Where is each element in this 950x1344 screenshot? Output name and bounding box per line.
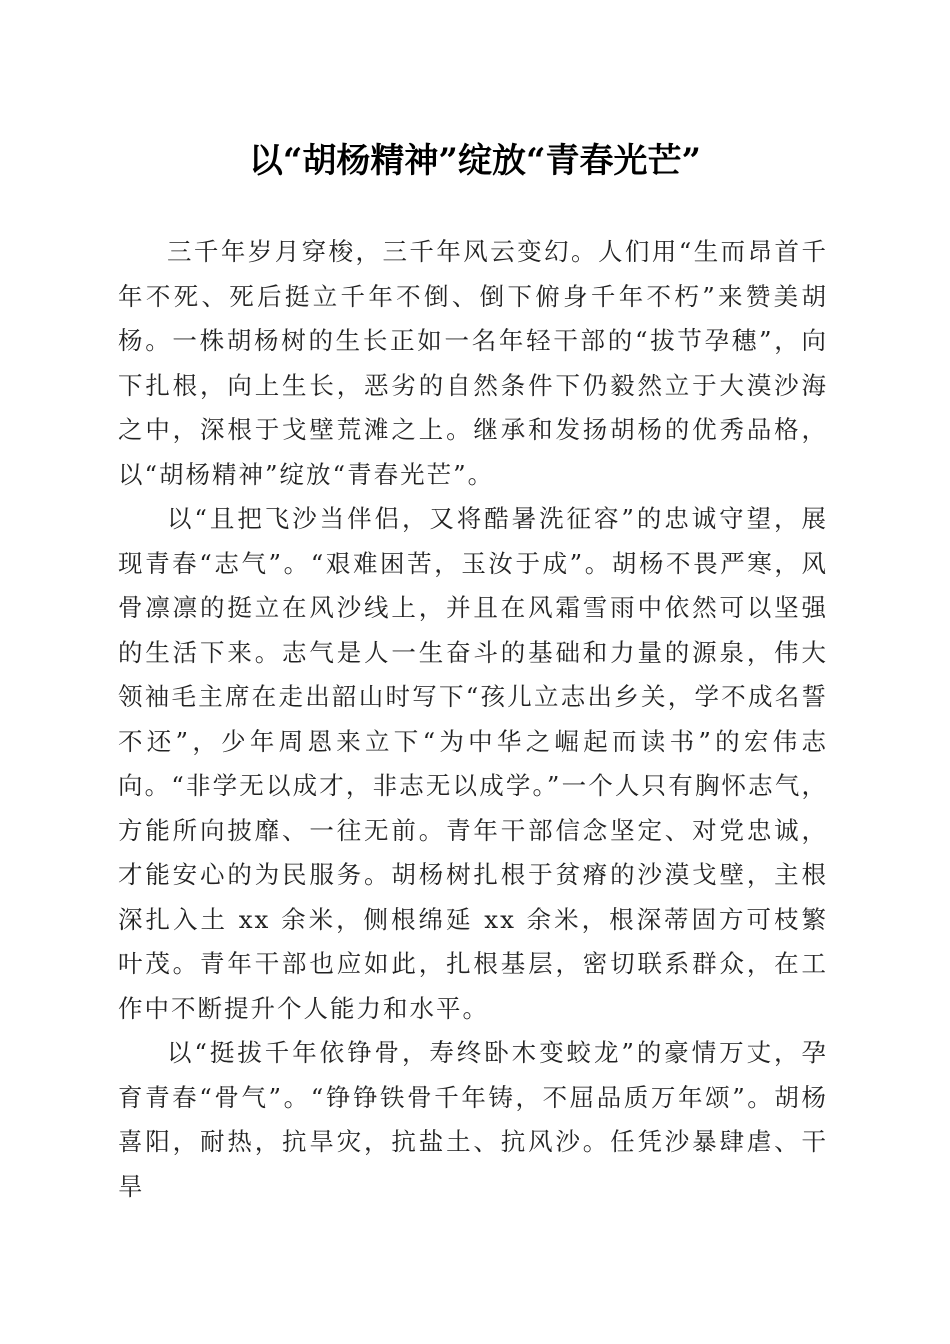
paragraph: 以“且把飞沙当伴侣，又将酷暑洗征容”的忠诚守望，展现青春“志气”。“艰难困苦，玉汝于成”。胡杨不畏严寒，风骨凛凛的挺立在风沙线上，并且在风霜雪雨中依然可以坚强的生活下来。志气是人一生奋斗的基础和力量的源泉，伟大领袖毛主席在走出韶山时写下“孩儿立志出乡关，学不成名誓不还”，少年周恩来立下“为中华之崛起而读书”的宏伟志向。“非学无以成才，非志无以成学。”一个人只有胸怀志气，方能所向披靡、一往无前。青年干部信念坚定、对党忠诚，才能安心的为民服务。胡杨树扎根于贫瘠的沙漠戈壁，主根深扎入土 xx 余米，侧根绵延 xx 余米，根深蒂固方可枝繁叶茂。青年干部也应如此，扎根基层，密切联系群众，在工作中不断提升个人能力和水平。	[118, 504, 828, 1023]
document-body	[118, 230, 828, 1209]
paragraph: 三千年岁月穿梭，三千年风云变幻。人们用“生而昂首千年不死、死后挺立千年不倒、倒下俯身千年不朽”来赞美胡杨。一株胡杨树的生长正如一名年轻干部的“拔节孕穗”，向下扎根，向上生长，恶劣的自然条件下仍毅然立于大漠沙海之中，深根于戈壁荒滩之上。继承和发扬胡杨的优秀品格，以“胡杨精神”绽放“青春光芒”。	[118, 237, 828, 489]
paragraph: 以“挺拔千年依铮骨，寿终卧木变蛟龙”的豪情万丈，孕育青春“骨气”。“铮铮铁骨千年铸，不屈品质万年颂”。胡杨喜阳，耐热，抗旱灾，抗盐土、抗风沙。任凭沙暴肆虐、干旱	[118, 1038, 828, 1201]
document-title: 以“胡杨精神”绽放“青春光芒”	[248, 141, 702, 181]
